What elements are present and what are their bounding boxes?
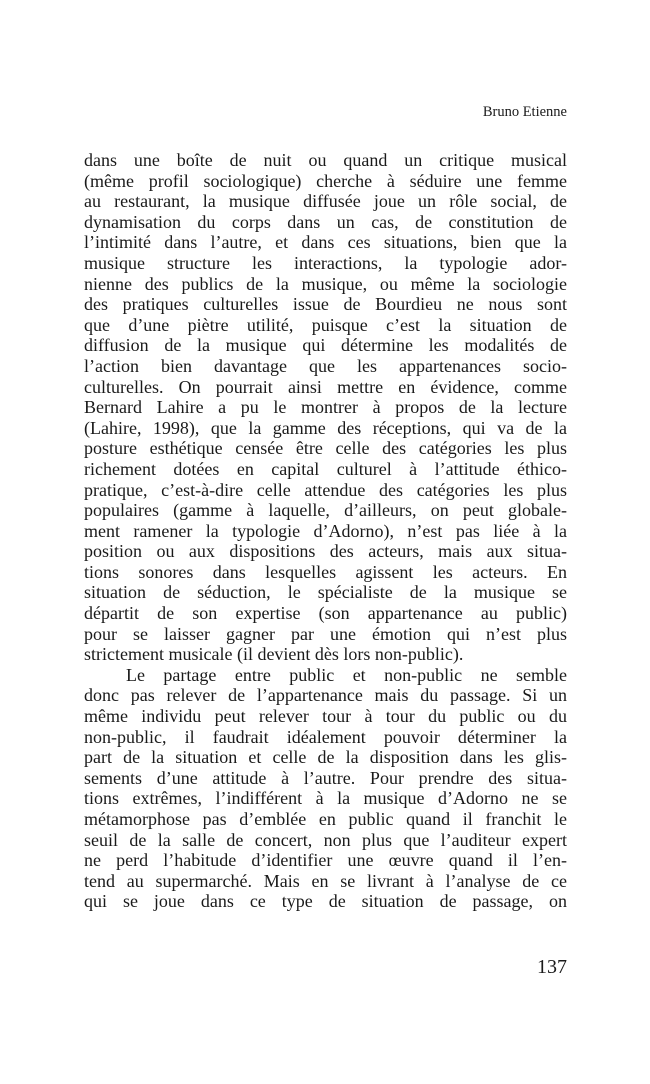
text-line: métamorphose pas d’emblée en public quand il franchit le xyxy=(84,809,567,829)
text-line: même individu peut relever tour à tour du public ou du xyxy=(84,706,567,727)
text-line: l’intimité dans l’autre, et dans ces situations, bien que la xyxy=(84,232,567,253)
text-line: qui se joue dans ce type de situation de passage, on xyxy=(84,891,567,912)
text-line: diffusion de la musique qui détermine les modalités de xyxy=(84,335,567,356)
text-line: dynamisation du corps dans un cas, de constitution de xyxy=(84,211,567,232)
text-line: tions extrêmes, l’indifférent à la musique d’Adorno ne se xyxy=(84,788,567,809)
text-line: nienne des publics de la musique, ou même la sociologie xyxy=(84,273,567,294)
text-line: que d’une piètre utilité, puisque c’est la situation de xyxy=(84,314,567,335)
text-line: musique structure les interactions, la typologie ador- xyxy=(84,252,567,273)
text-line: position ou aux dispositions des acteurs, mais aux situa- xyxy=(84,541,567,562)
text-line: populaires (gamme à laquelle, d’ailleurs, on peut globale- xyxy=(84,500,567,521)
body-text xyxy=(84,150,567,912)
text-line: seuil de la salle de concert, non plus que l’auditeur expert xyxy=(84,829,567,850)
text-line: culturelles. On pourrait ainsi mettre en évidence, comme xyxy=(84,376,567,397)
text-line: pratique, c’est-à-dire celle attendue des catégories les plus xyxy=(84,479,567,500)
text-line: ne perd l’habitude d’identifier une œuvre quand il l’en- xyxy=(84,850,567,871)
text-line: départit de son expertise (son appartenance au public) xyxy=(84,603,567,624)
text-line: au restaurant, la musique diffusée joue un rôle social, de xyxy=(84,191,567,212)
text-line: (même profil sociologique) cherche à séduire une femme xyxy=(84,170,567,191)
text-line: (Lahire, 1998), que la gamme des réceptions, qui va de la xyxy=(84,417,567,438)
text-line: richement dotées en capital culturel à l’attitude éthico- xyxy=(84,458,567,479)
text-line: non-public, il faudrait idéalement pouvoir déterminer la xyxy=(84,726,567,747)
text-line: ment ramener la typologie d’Adorno), n’est pas liée à la xyxy=(84,520,567,541)
text-line: l’action bien davantage que les appartenances socio- xyxy=(84,355,567,376)
text-line: sements d’une attitude à l’autre. Pour prendre des situa- xyxy=(84,767,567,788)
text-line: part de la situation et celle de la disposition dans les glis- xyxy=(84,747,567,768)
text-line: Bernard Lahire a pu le montrer à propos de la lecture xyxy=(84,397,567,418)
text-line: tend au supermarché. Mais en se livrant à l’analyse de ce xyxy=(84,870,567,891)
running-head: Bruno Etienne xyxy=(482,104,567,120)
text-line: situation de séduction, le spécialiste de la musique se xyxy=(84,582,567,603)
text-line: tions sonores dans lesquelles agissent les acteurs. En xyxy=(84,561,567,582)
text-line: des pratiques culturelles issue de Bourdieu ne nous sont xyxy=(84,294,567,315)
text-line: donc pas relever de l’appartenance mais du passage. Si un xyxy=(84,685,567,706)
page-number: 137 xyxy=(537,956,567,978)
text-line: Le partage entre public et non-public ne semble xyxy=(126,664,567,685)
text-line: strictement musicale (il devient dès lors non-public). xyxy=(84,644,464,665)
text-line: dans une boîte de nuit ou quand un critique musical xyxy=(84,150,567,170)
text-line: posture esthétique censée être celle des catégories les plus xyxy=(84,438,567,459)
text-line: pour se laisser gagner par une émotion qui n’est plus xyxy=(84,623,567,644)
